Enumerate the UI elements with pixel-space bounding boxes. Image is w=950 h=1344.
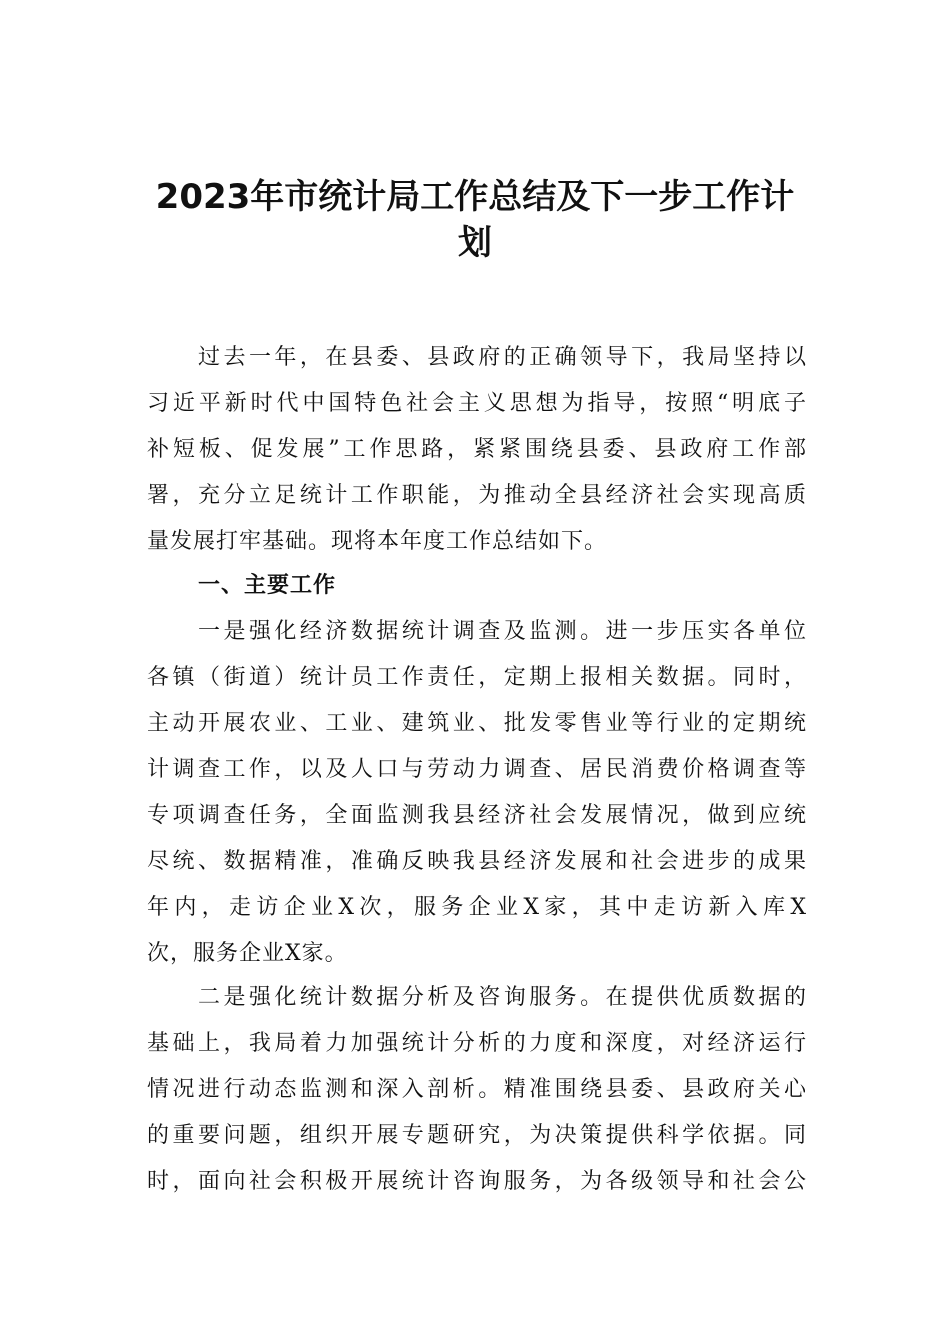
intro-line-3: 补短板、促发展”工作思路，紧紧围绕县委、县政府工作部 — [147, 437, 807, 462]
para1-line-2: 各镇（街道）统计员工作责任，定期上报相关数据。同时， — [147, 665, 807, 690]
para2-line-5: 时，面向社会积极开展统计咨询服务，为各级领导和社会公 — [147, 1169, 807, 1194]
para1-line-7: 年内，走访企业X次，服务企业X家，其中走访新入库X — [147, 895, 807, 920]
para1-line-6: 尽统、数据精准，准确反映我县经济发展和社会进步的成果 — [147, 849, 807, 874]
para1-line-5: 专项调查任务，全面监测我县经济社会发展情况，做到应统 — [147, 803, 807, 828]
document-title-line-2: 划 — [458, 223, 492, 263]
para1-line-4: 计调查工作，以及人口与劳动力调查、居民消费价格调查等 — [147, 757, 807, 782]
intro-line-5: 量发展打牢基础。现将本年度工作总结如下。 — [147, 529, 608, 554]
para2-line-3: 情况进行动态监测和深入剖析。精准围绕县委、县政府关心 — [147, 1077, 807, 1102]
intro-line-1: 过去一年，在县委、县政府的正确领导下，我局坚持以 — [198, 345, 807, 370]
para2-line-4: 的重要问题，组织开展专题研究，为决策提供科学依据。同 — [147, 1123, 807, 1148]
para2-line-1: 二是强化统计数据分析及咨询服务。在提供优质数据的 — [198, 985, 807, 1010]
para1-line-8: 次，服务企业X家。 — [147, 941, 348, 966]
para1-line-1: 一是强化经济数据统计调查及监测。进一步压实各单位 — [198, 619, 807, 644]
document-title-line-1: 2023年市统计局工作总结及下一步工作计 — [155, 177, 795, 217]
para2-line-2: 基础上，我局着力加强统计分析的力度和深度，对经济运行 — [147, 1031, 807, 1056]
intro-line-2: 习近平新时代中国特色社会主义思想为指导，按照“明底子 — [147, 391, 807, 416]
section-heading-main-work: 一、主要工作 — [198, 573, 337, 598]
intro-line-4: 署，充分立足统计工作职能，为推动全县经济社会实现高质 — [147, 483, 807, 508]
para1-line-3: 主动开展农业、工业、建筑业、批发零售业等行业的定期统 — [147, 711, 807, 736]
